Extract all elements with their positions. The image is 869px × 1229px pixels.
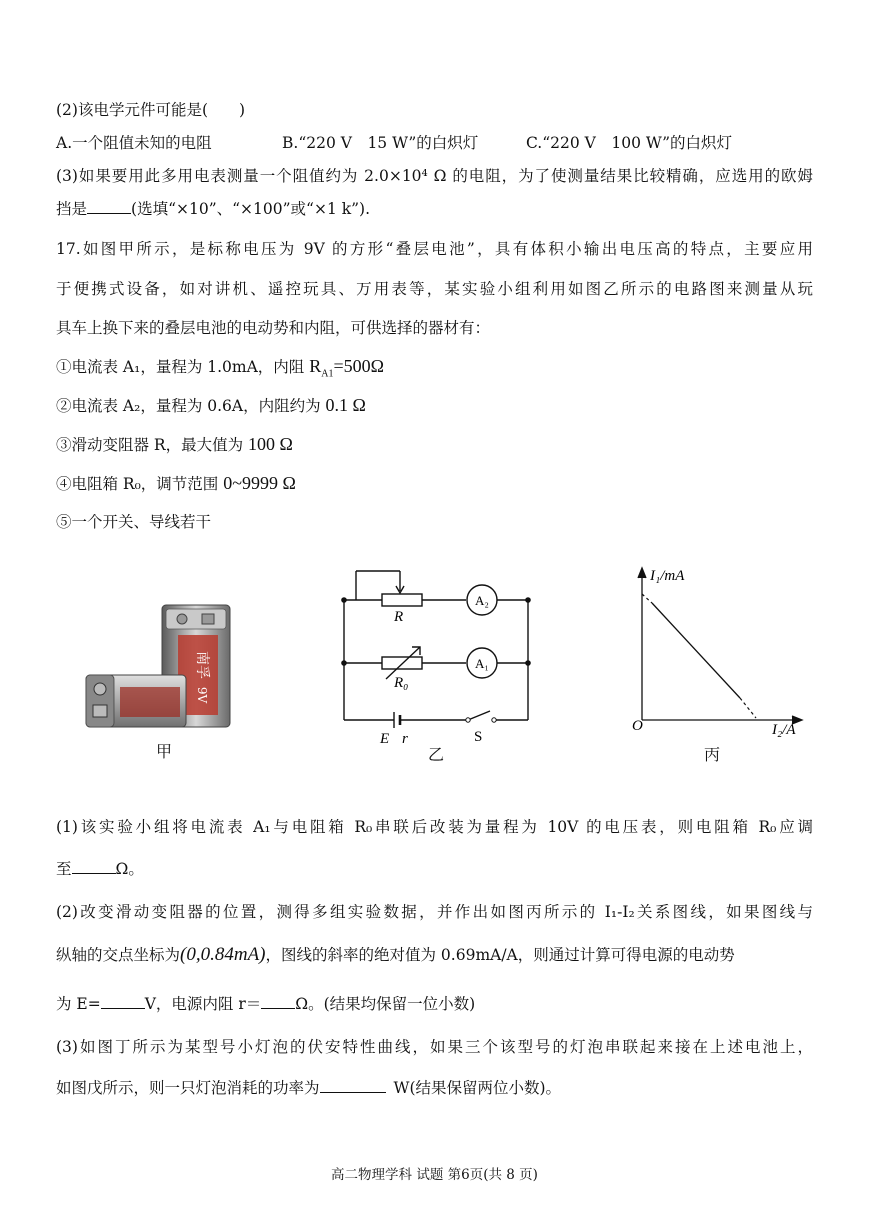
item4-value: 0~9999 Ω [223,473,296,493]
item2-text: ②电流表 A₂，量程为 0.6A，内阻约为 [56,397,321,415]
caption-yi: 乙 [428,745,445,764]
item3-text: ③滑动变阻器 R，最大值为 [56,436,244,454]
p2-text-d: V，电源内阻 r＝ [144,995,262,1013]
q17-item4 [56,473,296,494]
answer-blank-power [320,1077,386,1093]
caption-bing: 丙 [704,745,721,764]
item4-text: ④电阻箱 R₀，调节范围 [56,475,219,493]
graph-xlabel: I₂/A [772,722,796,738]
label-R: R [394,609,404,625]
q17-item5: ⑤一个开关、导线若干 [56,513,212,531]
p3-text-b: W(结果保留两位小数)。 [393,1079,562,1097]
battery-brand: 南孚 [194,651,210,679]
q17-item1 [56,356,384,385]
battery-volt: 9V [195,686,209,704]
label-E: E [380,731,390,747]
graph-origin: O [632,718,643,734]
p1-text-b: Ω。 [115,860,144,878]
p1-text-a: 至 [56,860,72,878]
q17-p2-line1: (2)改变滑动变阻器的位置，测得多组实验数据，并作出如图丙所示的 I₁-I₂关系图线，如果图线与 [56,903,813,921]
label-S: S [474,729,483,745]
label-r: r [402,731,408,747]
q17-intro-line1: 17.如图甲所示，是标称电压为 9V 的方形“叠层电池”，具有体积小输出电压高的特点，主要应用 [56,240,813,258]
answer-blank [72,858,116,874]
answer-blank-emf [101,993,145,1009]
label-R0: R₀ [394,675,409,691]
q17-p3-line1: (3)如图丁所示为某型号小灯泡的伏安特性曲线，如果三个该型号的灯泡串联起来接在上述电池上， [56,1038,813,1056]
q16-option-a: A.一个阻值未知的电阻 [56,134,212,152]
q17-p2-line2 [56,945,735,965]
q17-item2 [56,395,366,416]
q16-part2: (2)该电学元件可能是( ) [56,101,246,119]
q17-item3 [56,434,293,455]
p3-text-a: 如图戊所示，则一只灯泡消耗的功率为 [56,1079,320,1097]
q17-intro-line2: 于便携式设备，如对讲机、遥控玩具、万用表等，某实验小组利用如图乙所示的电路图来测量从玩 [56,280,813,298]
q16-part3-text-a: 挡是 [56,200,88,218]
q16-part3-text-b: (选填“×10”、“×100”或“×1 k”). [131,200,371,218]
i1-i2-graph [628,560,818,738]
graph-ylabel: I₁/mA [650,568,685,584]
q17-p2-line3 [56,993,475,1014]
q17-intro-line3: 具车上换下来的叠层电池的电动势和内阻，可供选择的器材有： [56,319,491,337]
q16-option-b: B.“220 V 15 W”的白炽灯 [282,134,479,152]
p2-text-e: Ω。(结果均保留一位小数) [295,995,476,1013]
p2-text-b: ，图线的斜率的绝对值为 0.69mA/A，则通过计算可得电源的电动势 [265,946,735,964]
answer-blank [87,198,131,214]
item1-text: ①电流表 A₁，量程为 1.0mA，内阻 [56,358,305,376]
item2-value: 0.1 Ω [325,395,366,415]
q16-part3-line2 [56,198,370,219]
q17-p1-line2 [56,858,144,879]
p2-coordinate: (0,0.84mA) [180,944,266,965]
p2-text-c: 为 E= [56,995,101,1013]
caption-jia: 甲 [156,742,173,761]
q16-option-c: C.“220 V 100 W”的白炽灯 [526,134,733,152]
label-A2: A₂ [475,593,489,608]
battery-illustration [82,595,242,740]
item3-value: 100 Ω [248,434,293,454]
page-footer: 高二物理学科 试题 第6页(共 8 页) [331,1167,538,1183]
circuit-diagram [330,563,545,748]
q17-p3-line2 [56,1077,561,1098]
label-A1: A₁ [475,656,489,671]
item1-value: $R_{A1}=500\Omega$ [309,356,385,380]
p2-text-a: 纵轴的交点坐标为 [56,946,181,964]
answer-blank-resistance [261,993,295,1009]
q17-p1-line1: (1)该实验小组将电流表 A₁与电阻箱 R₀串联后改装为量程为 10V 的电压表，则电阻箱 R₀应调 [56,818,813,836]
q16-part3-line1: (3)如果要用此多用电表测量一个阻值约为 2.0×10⁴ Ω 的电阻，为了使测量结果比较精确，应选用的欧姆 [56,167,813,185]
